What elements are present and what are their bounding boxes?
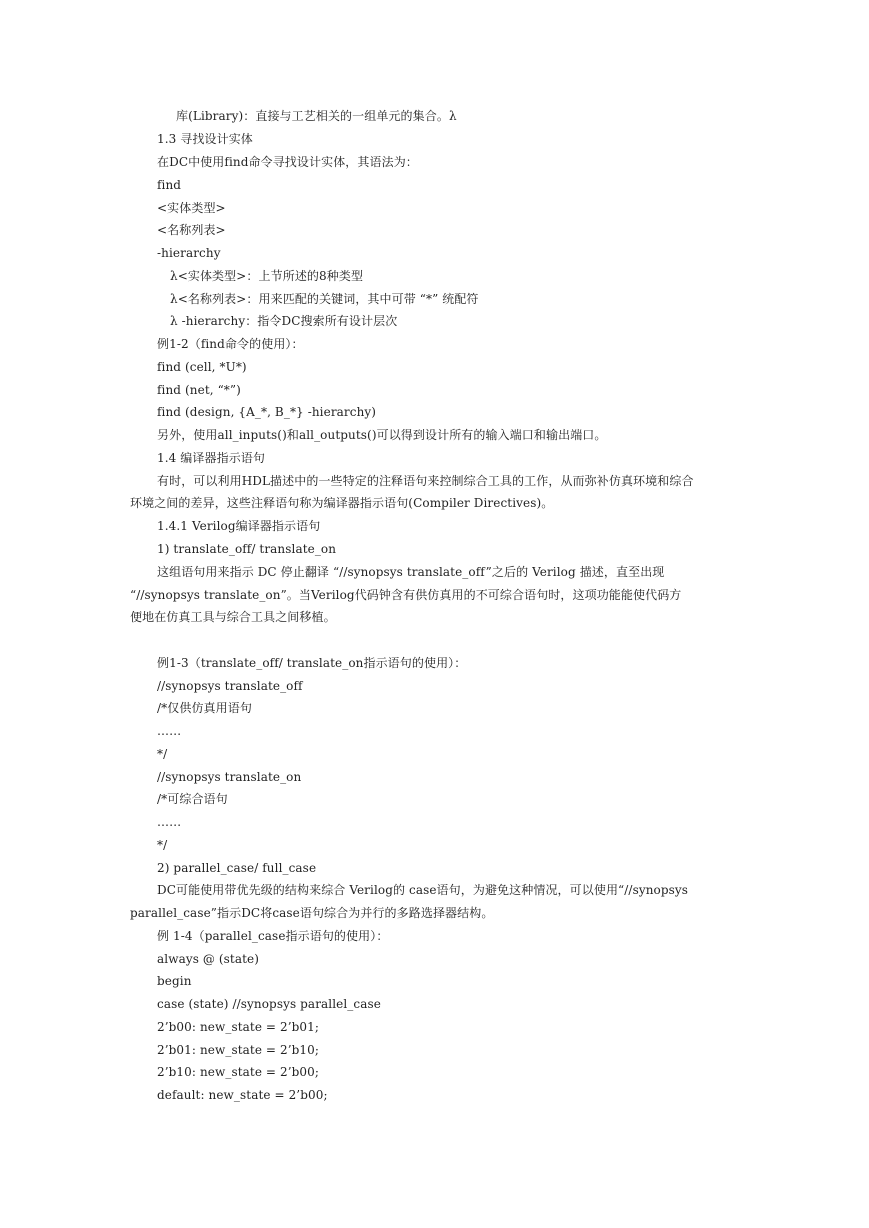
list-heading: 2) parallel_case/ full_case	[157, 861, 317, 875]
example-caption: 例 1-4（parallel_case指示语句的使用）：	[157, 929, 389, 943]
text-line: 有时，可以利用HDL描述中的一些特定的注释语句来控制综合工具的工作，从而弥补仿真环境和综合	[157, 474, 694, 488]
code-line: find (cell, *U*)	[157, 360, 247, 374]
text-line: parallel_case”指示DC将case语句综合为并行的多路选择器结构。	[130, 906, 494, 920]
text-line: 环境之间的差异，这些注释语句称为编译器指示语句(Compiler Directives)。	[130, 496, 554, 510]
code-line: <实体类型>	[157, 201, 226, 215]
code-line: ……	[157, 724, 182, 738]
code-line: find (design, {A_*, B_*} -hierarchy)	[157, 405, 377, 419]
code-line: find	[157, 178, 182, 192]
text-line: 另外，使用all_inputs()和all_outputs()可以得到设计所有的输入端口和输出端口。	[157, 428, 607, 442]
text-line: 在DC中使用find命令寻找设计实体，其语法为：	[157, 155, 418, 169]
code-line: 2’b00: new_state = 2’b01;	[157, 1020, 320, 1034]
code-line: case (state) //synopsys parallel_case	[157, 997, 381, 1011]
code-line: /*仅供仿真用语句	[157, 701, 252, 715]
section-heading: 1.3 寻找设计实体	[157, 132, 253, 146]
code-line: default: new_state = 2’b00;	[157, 1088, 328, 1102]
list-heading: 1) translate_off/ translate_on	[157, 542, 337, 556]
code-line: 2’b10: new_state = 2’b00;	[157, 1065, 320, 1079]
code-line: 2’b01: new_state = 2’b10;	[157, 1043, 320, 1057]
text-line: 库(Library)：直接与工艺相关的一组单元的集合。λ	[176, 109, 457, 123]
code-line: find (net, “*”)	[157, 383, 241, 397]
text-line: DC可能使用带优先级的结构来综合 Verilog的 case语句，为避免这种情况，可以使用“//synopsys	[157, 883, 689, 897]
code-line: ……	[157, 815, 182, 829]
text-line: “//synopsys translate_on”。当Verilog代码钟含有供仿真用的不可综合语句时，这项功能能使代码方	[130, 588, 682, 602]
example-caption: 例1-3（translate_off/ translate_on指示语句的使用）：	[157, 656, 467, 670]
code-line: <名称列表>	[157, 223, 226, 237]
code-line: begin	[157, 974, 192, 988]
list-item: λ<名称列表>：用来匹配的关键词，其中可带 “*” 统配符	[170, 292, 479, 306]
example-caption: 例1-2（find命令的使用）：	[157, 337, 304, 351]
code-line: //synopsys translate_on	[157, 770, 302, 784]
section-heading: 1.4 编译器指示语句	[157, 451, 265, 465]
list-item: λ<实体类型>：上节所述的8种类型	[170, 269, 364, 283]
code-line: //synopsys translate_off	[157, 679, 303, 693]
code-line: */	[157, 747, 168, 761]
subsection-heading: 1.4.1 Verilog编译器指示语句	[157, 519, 321, 533]
code-line: always @ (state)	[157, 952, 260, 966]
code-line: */	[157, 838, 168, 852]
text-line: 这组语句用来指示 DC 停止翻译 “//synopsys translate_off”之后的 Verilog 描述，直至出现	[157, 565, 665, 579]
list-item: λ -hierarchy：指令DC搜索所有设计层次	[170, 314, 398, 328]
text-line: 便地在仿真工具与综合工具之间移植。	[130, 610, 336, 624]
code-line: /*可综合语句	[157, 792, 228, 806]
code-line: -hierarchy	[157, 246, 221, 260]
